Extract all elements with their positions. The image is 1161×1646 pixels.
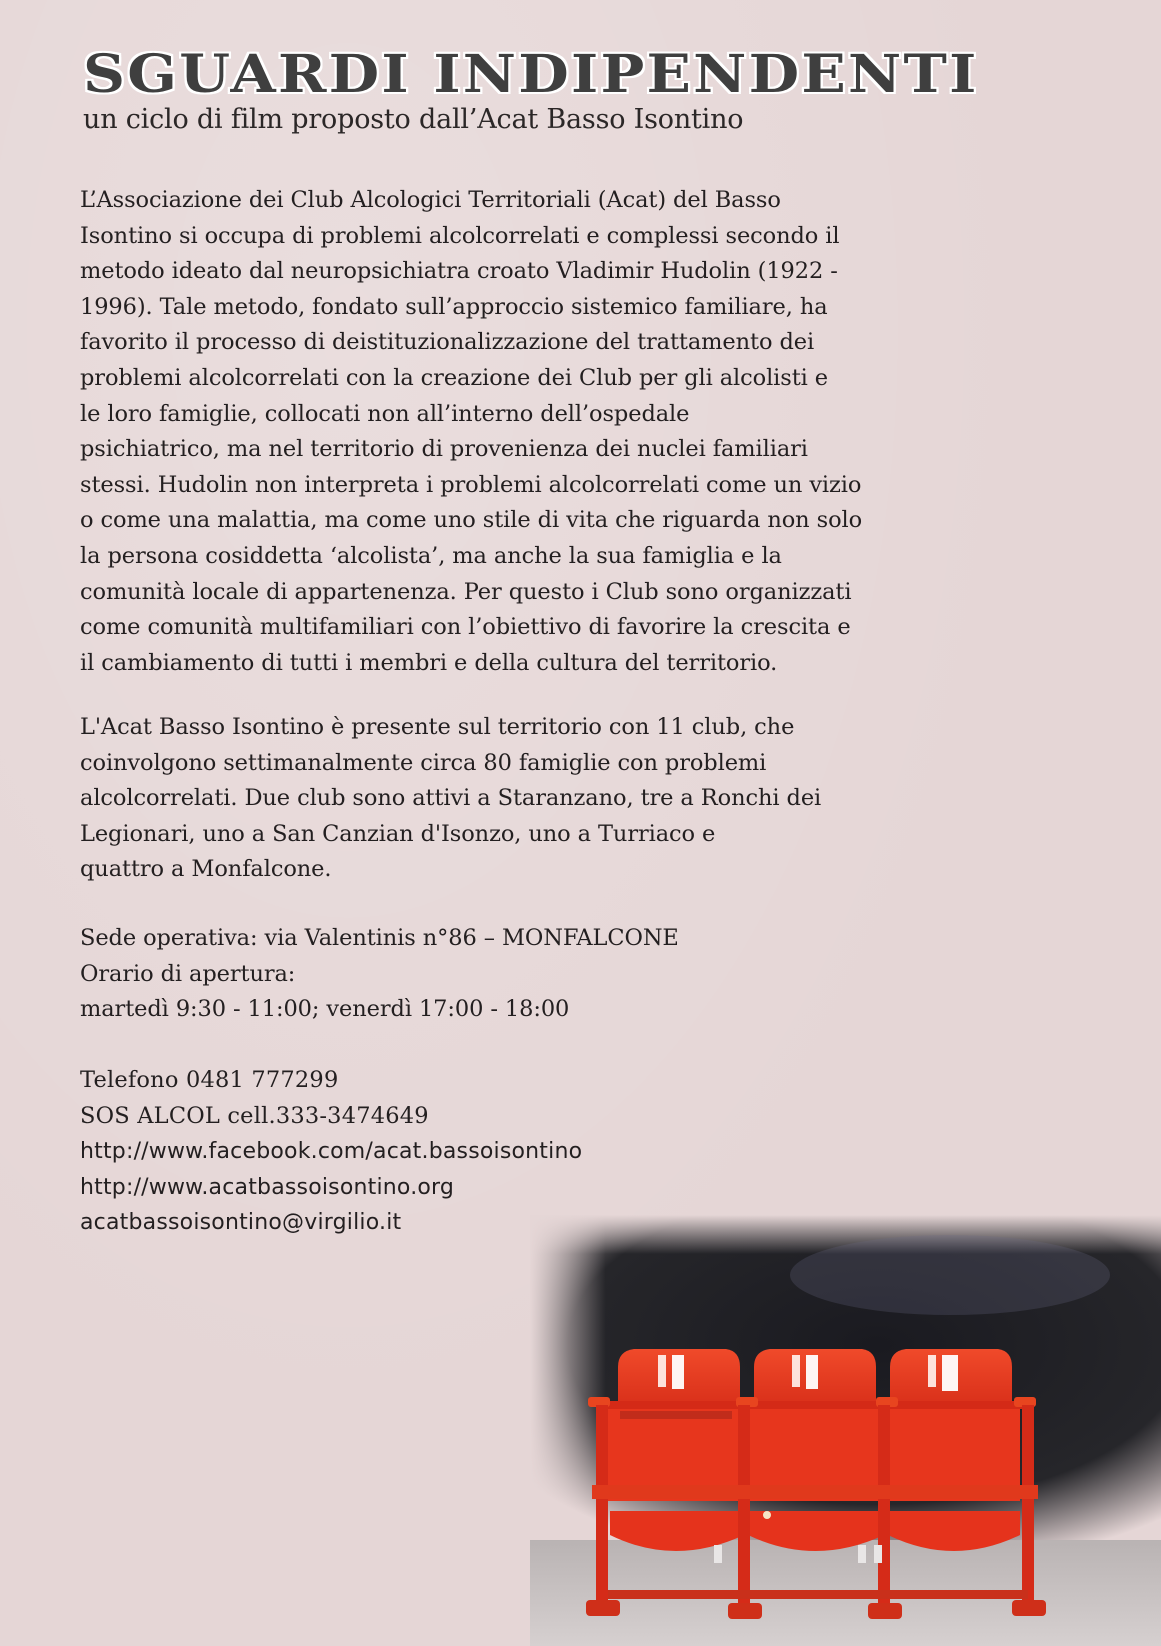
text-line: Isontino si occupa di problemi alcolcorrelati e complessi secondo il (80, 222, 840, 249)
text-line: comunità locale di appartenenza. Per questo i Club sono organizzati (80, 578, 852, 605)
intro-paragraph (80, 183, 862, 681)
seat-3 (888, 1349, 1020, 1551)
text-line: la persona cosiddetta ‘alcolista’, ma anche la sua famiglia e la (80, 542, 782, 569)
opening-hours: martedì 9:30 - 11:00; venerdì 17:00 - 18:00 (80, 996, 570, 1023)
website-link[interactable]: http://www.acatbassoisontino.org (80, 1174, 455, 1200)
seat-2 (748, 1349, 884, 1551)
text-line: il cambiamento di tutti i membri e della cultura del territorio. (80, 649, 778, 676)
text-line: quattro a Monfalcone. (80, 856, 332, 883)
email-link[interactable]: acatbassoisontino@virgilio.it (80, 1210, 402, 1236)
text-line: metodo ideato dal neuropsichiatra croato Vladimir Hudolin (1922 - (80, 258, 838, 285)
page-title: SGUARDI INDIPENDENTI (83, 44, 979, 105)
text-line: 1996). Tale metodo, fondato sull’approccio sistemico familiare, ha (80, 293, 828, 320)
phone-number: Telefono 0481 777299 (80, 1067, 339, 1093)
sos-phone-number: SOS ALCOL cell.333-3474649 (80, 1102, 429, 1129)
text-line: psichiatrico, ma nel territorio di provenienza dei nuclei familiari (80, 436, 808, 463)
text-line: L’Associazione dei Club Alcologici Territoriali (Acat) del Basso (80, 187, 781, 213)
text-line: alcolcorrelati. Due club sono attivi a Staranzano, tre a Ronchi dei (80, 785, 822, 812)
office-address: Sede operativa: via Valentinis n°86 – MONFALCONE (80, 925, 679, 951)
facebook-link[interactable]: http://www.facebook.com/acat.bassoisontino (80, 1139, 583, 1165)
opening-hours-label: Orario di apertura: (80, 960, 296, 987)
text-line: come comunità multifamiliari con l’obiettivo di favorire la crescita e (80, 614, 851, 641)
text-line: o come una malattia, ma come uno stile di vita che riguarda non solo (80, 507, 863, 534)
text-line: coinvolgono settimanalmente circa 80 famiglie con problemi (80, 749, 767, 776)
page-subtitle: un ciclo di film proposto dall’Acat Basso Isontino (83, 104, 744, 135)
office-info (80, 921, 679, 1028)
cinema-seats-photo (530, 1215, 1161, 1646)
text-line: L'Acat Basso Isontino è presente sul territorio con 11 club, che (80, 714, 795, 740)
text-line: stessi. Hudolin non interpreta i problemi alcolcorrelati come un vizio (80, 471, 862, 498)
cinema-seats-illustration (530, 1215, 1161, 1646)
clubs-paragraph (80, 710, 821, 888)
text-line: problemi alcolcorrelati con la creazione dei Club per gli alcolisti e (80, 364, 829, 391)
seat-1 (608, 1349, 748, 1551)
contact-info (80, 1063, 582, 1241)
text-line: le loro famiglie, collocati non all’interno dell’ospedale (80, 400, 690, 427)
text-line: favorito il processo di deistituzionalizzazione del trattamento dei (80, 329, 815, 356)
text-line: Legionari, uno a San Canzian d'Isonzo, uno a Turriaco e (80, 820, 716, 847)
